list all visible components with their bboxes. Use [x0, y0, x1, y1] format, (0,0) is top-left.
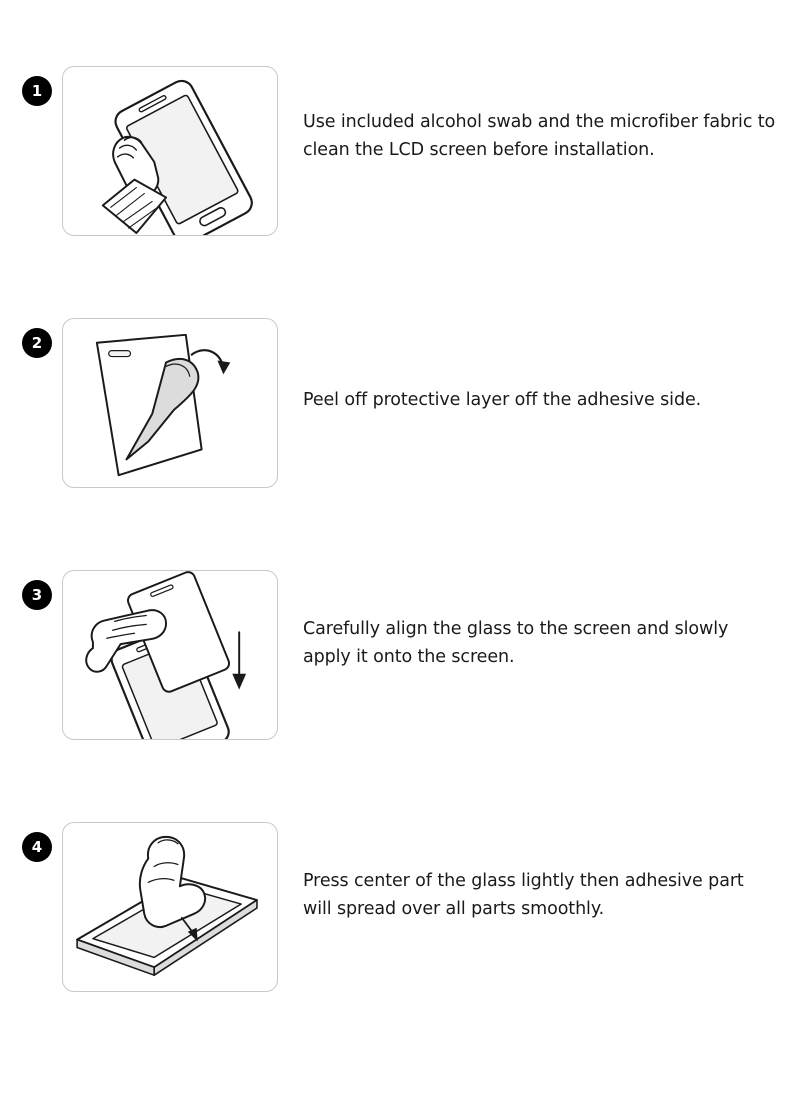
step-illustration-frame	[62, 570, 278, 740]
step-number-badge: 2	[22, 328, 52, 358]
step-instruction-text: Use included alcohol swab and the microfiber fabric to clean the LCD screen before installation.	[303, 112, 776, 161]
phone-cleaning-with-microfiber-cloth-icon	[63, 67, 277, 235]
pressing-center-of-glass-with-finger-icon	[63, 823, 277, 991]
step-instruction-text: Press center of the glass lightly then adhesive part will spread over all parts smoothly.	[303, 871, 744, 920]
step-number-badge: 1	[22, 76, 52, 106]
step-number-badge: 4	[22, 832, 52, 862]
instruction-step	[0, 308, 800, 560]
step-illustration-frame	[62, 318, 278, 488]
instruction-step	[0, 812, 800, 1064]
step-illustration-frame	[62, 822, 278, 992]
instruction-step	[0, 56, 800, 308]
aligning-glass-onto-phone-screen-icon	[63, 571, 277, 739]
step-instruction-text: Peel off protective layer off the adhesive side.	[303, 390, 702, 410]
step-illustration-frame	[62, 66, 278, 236]
step-number-badge: 3	[22, 580, 52, 610]
instruction-step	[0, 560, 800, 812]
peeling-protective-layer-from-glass-icon	[63, 319, 277, 487]
step-instruction-text: Carefully align the glass to the screen and slowly apply it onto the screen.	[303, 619, 729, 668]
